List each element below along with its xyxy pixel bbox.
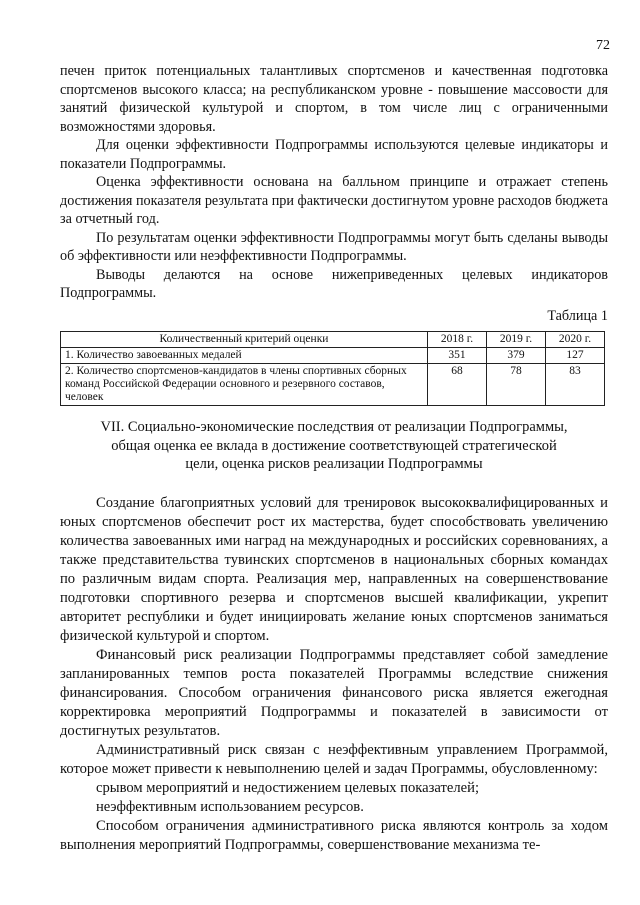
- page-content: [60, 62, 608, 855]
- paragraph-administrative-risk: Административный риск связан с неэффективным управлением Программой, которое может привести к невыполнению целей и задач Программы, обусловленному:: [60, 741, 608, 777]
- paragraph-conclusions-basis: Выводы делаются на основе нижеприведенных целевых индикаторов Подпрограммы.: [60, 266, 608, 301]
- paragraph-favorable-conditions: Создание благоприятных условий для тренировок высококвалифицированных и юных спортсменов обеспечит рост их мастерства, будет способствовать увеличению количества завоеванных ими наград на международных и российских соревнованиях, а также представительства тувинских спортсменов в национальных сборных командах по различным видам спорта. Реализация мер, направленных на совершенствование подготовки спортивного резерва и спортсменов высшей квалификации, укрепит авторитет республики и будет инициировать желание юных спортсменов заниматься физической культурой и спортом.: [60, 494, 608, 644]
- paragraph-conclusions: По результатам оценки эффективности Подпрограммы могут быть сделаны выводы об эффективности или неэффективности Подпрограммы.: [60, 229, 608, 264]
- table-row: [61, 348, 605, 364]
- table-caption: Таблица 1: [547, 307, 608, 324]
- table-header-criterion: Количественный критерий оценки: [61, 332, 428, 348]
- table-cell-value: 78: [487, 364, 546, 406]
- table-row: [61, 364, 605, 406]
- table-cell-value: 83: [546, 364, 605, 406]
- paragraph-indicators: Для оценки эффективности Подпрограммы используются целевые индикаторы и показатели Подпрограммы.: [60, 137, 608, 172]
- table-cell-criterion: 2. Количество спортсменов-кандидатов в члены спортивных сборных команд Российской Федерации основного и резервного составов, человек: [61, 364, 428, 406]
- list-item: срывом мероприятий и недостижением целевых показателей;: [96, 779, 479, 796]
- table-header-2019: 2019 г.: [487, 332, 546, 348]
- list-item: неэффективным использованием ресурсов.: [96, 798, 364, 815]
- paragraph-evaluation: Оценка эффективности основана на балльном принципе и отражает степень достижения показателя результата при фактически достигнутом уровне расходов бюджета за отчетный год.: [60, 174, 608, 227]
- paragraph-financial-risk: Финансовый риск реализации Подпрограммы представляет собой замедление запланированных темпов роста показателей Программы вследствие снижения финансирования. Способом ограничения финансового риска является ежегодная корректировка мероприятий Подпрограммы и показателей в зависимости от достигнутых результатов.: [60, 646, 608, 739]
- table-cell-value: 379: [487, 348, 546, 364]
- table-cell-value: 68: [428, 364, 487, 406]
- section-title: VII. Социально-экономические последствия от реализации Подпрограммы, общая оценка ее вклада в достижение соответствующей стратегической цели, оценка рисков реализации Подпрограммы: [100, 419, 568, 472]
- table-cell-value: 127: [546, 348, 605, 364]
- paragraph-continuation: печен приток потенциальных талантливых спортсменов и качественная подготовка спортсменов высокого класса; на республиканском уровне - повышение массовости для занятий физической культурой и спортом, в том числе лиц с ограниченными возможностями здоровья.: [60, 63, 608, 135]
- section-body: [60, 494, 608, 855]
- page-number: 72: [596, 38, 610, 53]
- table-header-2020: 2020 г.: [546, 332, 605, 348]
- table-header-2018: 2018 г.: [428, 332, 487, 348]
- indicators-table: [60, 331, 605, 406]
- table-cell-value: 351: [428, 348, 487, 364]
- table-header-row: [61, 332, 605, 348]
- paragraph-risk-limitation: Способом ограничения административного риска являются контроль за ходом выполнения мероприятий Подпрограммы, совершенствование механизма те-: [60, 817, 608, 853]
- table-cell-criterion: 1. Количество завоеванных медалей: [61, 348, 428, 364]
